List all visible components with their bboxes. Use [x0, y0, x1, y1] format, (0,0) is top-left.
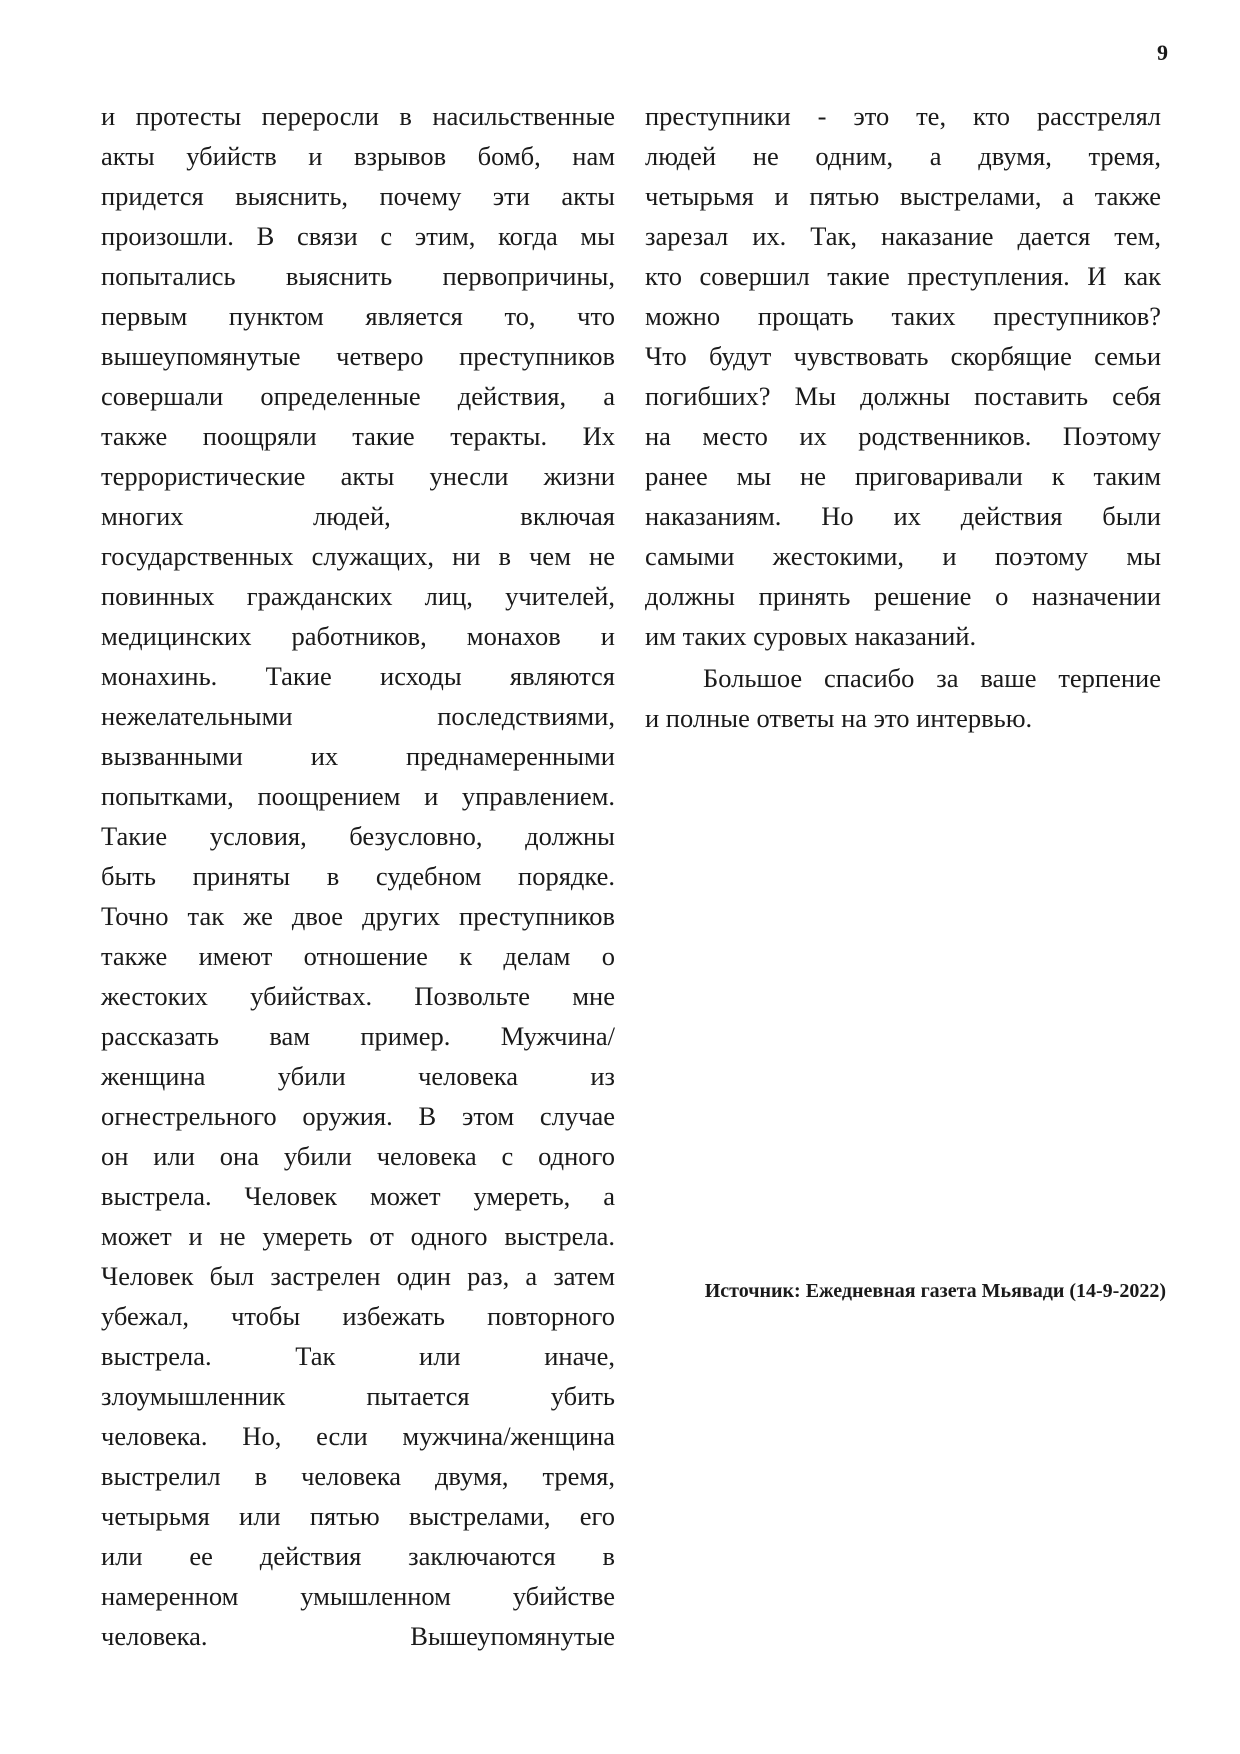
- page-number: 9: [1157, 40, 1168, 65]
- text-line: может и не умереть от одного выстрела.: [101, 1221, 615, 1251]
- text-line: или ее действия заключаются в: [101, 1541, 615, 1571]
- text-line: Что будут чувствовать скорбящие семьи: [645, 341, 1161, 371]
- text-line: повинных гражданских лиц, учителей,: [101, 581, 615, 611]
- text-line: первым пунктом является то, что: [101, 301, 615, 331]
- text-line: Точно так же двое других преступников: [101, 901, 615, 931]
- text-line: женщина убили человека из: [101, 1061, 615, 1091]
- text-line: жестоких убийствах. Позвольте мне: [101, 981, 615, 1011]
- text-line: Такие условия, безусловно, должны: [101, 821, 615, 851]
- text-line: четырьмя и пятью выстрелами, а также: [645, 181, 1161, 211]
- text-line: можно прощать таких преступников?: [645, 301, 1161, 331]
- text-line: акты убийств и взрывов бомб, нам: [101, 141, 615, 171]
- text-line: вышеупомянутые четверо преступников: [101, 341, 615, 371]
- text-line: человека. Но, если мужчина/женщина: [101, 1421, 615, 1451]
- text-line: многих людей, включая: [101, 501, 615, 531]
- text-line: вызванными их преднамеренными: [101, 741, 615, 771]
- text-line: Человек был застрелен один раз, а затем: [101, 1261, 615, 1291]
- text-line: выстрелил в человека двумя, тремя,: [101, 1461, 615, 1491]
- text-line: террористические акты унесли жизни: [101, 461, 615, 491]
- text-line: огнестрельного оружия. В этом случае: [101, 1101, 615, 1131]
- text-line: наказаниям. Но их действия были: [645, 501, 1161, 531]
- text-line: четырьмя или пятью выстрелами, его: [101, 1501, 615, 1531]
- text-line: зарезал их. Так, наказание дается тем,: [645, 221, 1161, 251]
- text-line: злоумышленник пытается убить: [101, 1381, 615, 1411]
- right-paragraph-1: [645, 96, 1161, 656]
- text-line: быть приняты в судебном порядке.: [101, 861, 615, 891]
- text-line: ранее мы не приговаривали к таким: [645, 461, 1161, 491]
- text-line: попытками, поощрением и управлением.: [101, 781, 615, 811]
- source-citation: Источник: Ежедневная газета Мьявади (14-9-2022): [704, 1280, 1166, 1302]
- right-paragraph-2: [645, 658, 1161, 738]
- text-line: должны принять решение о назначении: [645, 581, 1161, 611]
- text-line: намеренном умышленном убийстве: [101, 1581, 615, 1611]
- text-line: попытались выяснить первопричины,: [101, 261, 615, 291]
- text-line: погибших? Мы должны поставить себя: [645, 381, 1161, 411]
- text-line: кто совершил такие преступления. И как: [645, 261, 1161, 291]
- text-line: и полные ответы на это интервью.: [645, 703, 1033, 733]
- text-line: государственных служащих, ни в чем не: [101, 541, 615, 571]
- text-line: выстрела. Так или иначе,: [101, 1341, 615, 1371]
- text-line: выстрела. Человек может умереть, а: [101, 1181, 615, 1211]
- text-line: им таких суровых наказаний.: [645, 621, 977, 651]
- text-line: медицинских работников, монахов и: [101, 621, 615, 651]
- text-line: убежал, чтобы избежать повторного: [101, 1301, 615, 1331]
- text-line: совершали определенные действия, а: [101, 381, 615, 411]
- text-line: также имеют отношение к делам о: [101, 941, 615, 971]
- text-line: нежелательными последствиями,: [101, 701, 615, 731]
- text-line: монахинь. Такие исходы являются: [101, 661, 615, 691]
- right-column: [645, 96, 1161, 738]
- left-column: [101, 96, 615, 1656]
- text-line: также поощряли такие теракты. Их: [101, 421, 615, 451]
- text-line: на место их родственников. Поэтому: [645, 421, 1161, 451]
- text-line: и протесты переросли в насильственные: [101, 101, 615, 131]
- text-line: человека. Вышеупомянутые: [101, 1621, 615, 1651]
- text-line: преступники - это те, кто расстрелял: [645, 101, 1161, 131]
- text-line: произошли. В связи с этим, когда мы: [101, 221, 615, 251]
- text-line: самыми жестокими, и поэтому мы: [645, 541, 1161, 571]
- text-line: он или она убили человека с одного: [101, 1141, 615, 1171]
- text-line: Большое спасибо за ваше терпение: [703, 663, 1161, 693]
- text-line: придется выяснить, почему эти акты: [101, 181, 615, 211]
- text-line: людей не одним, а двумя, тремя,: [645, 141, 1161, 171]
- text-line: рассказать вам пример. Мужчина/: [101, 1021, 615, 1051]
